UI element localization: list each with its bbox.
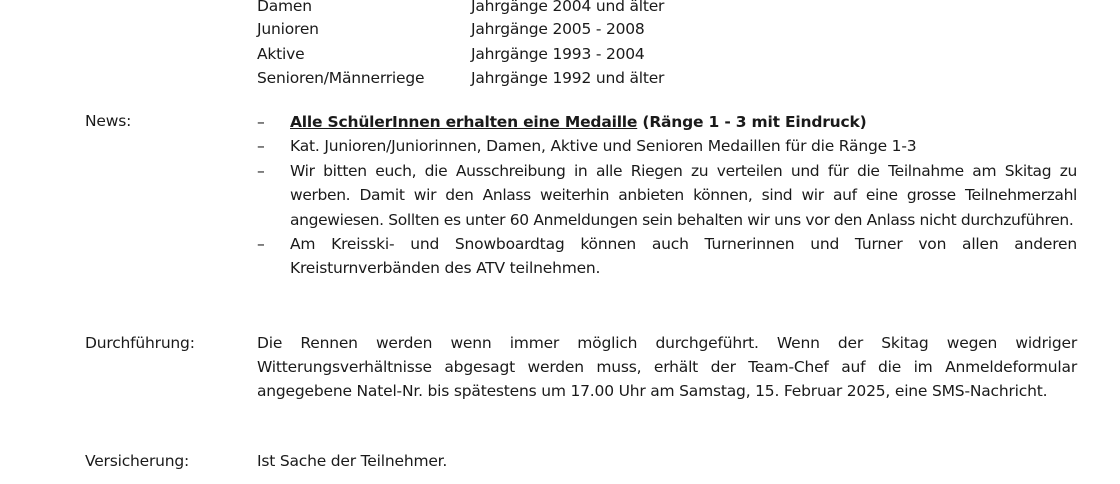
durchfuehrung-label: Durchführung: (85, 334, 195, 352)
category-years: Jahrgänge 1992 und älter (471, 69, 665, 87)
category-name: Damen (257, 0, 312, 15)
versicherung-text: Ist Sache der Teilnehmer. (257, 452, 448, 470)
dash-bullet: – (257, 235, 265, 254)
category-years: Jahrgänge 2004 und älter (471, 0, 665, 15)
category-name: Aktive (257, 45, 305, 63)
category-name: Senioren/Männerriege (257, 69, 425, 87)
medal-headline-detail: (Ränge 1 - 3 mit Eindruck) (637, 113, 867, 131)
medal-headline: Alle SchülerInnen erhalten eine Medaille (290, 113, 638, 131)
dash-bullet: – (257, 137, 265, 156)
category-years: Jahrgänge 2005 - 2008 (471, 20, 645, 38)
category-name: Junioren (257, 20, 319, 38)
news-item-text: Am Kreisski- und Snowboardtag können auch Turnerinnen und Turner von allen anderen Kreisturnverbänden des ATV teilnehmen. (290, 235, 1077, 278)
dash-bullet: – (257, 161, 265, 180)
category-years: Jahrgänge 1993 - 2004 (471, 45, 645, 63)
dash-bullet: – (257, 113, 265, 131)
news-item-text: Wir bitten euch, die Ausschreibung in alle Riegen zu verteilen und für die Teilnahme am Skitag zu werben. Damit wir den Anlass weiterhin anbieten können, sind wir auf eine grosse Teilnehmerzahl angewiesen. Sollten es unter 60 Anmeldungen sein behalten wir uns vor den Anlass nicht durchzuführen. (290, 161, 1077, 229)
news-label: News: (85, 112, 132, 130)
news-item (257, 134, 1077, 158)
news-list (257, 110, 1077, 281)
news-item-text: Kat. Junioren/Juniorinnen, Damen, Aktive und Senioren Medaillen für die Ränge 1-3 (290, 137, 917, 156)
durchfuehrung-text: Die Rennen werden wenn immer möglich durchgeführt. Wenn der Skitag wegen widriger Witterungsverhältnisse abgesagt werden muss, erhält der Team-Chef auf die im Anmeldeformular angegebene Natel-Nr. bis spätestens um 17.00 Uhr am Samstag, 15. Februar 2025, eine SMS-Nachricht. (257, 334, 1077, 401)
news-item (257, 159, 1077, 232)
versicherung-label: Versicherung: (85, 452, 190, 470)
news-item (257, 110, 1077, 134)
news-item (257, 232, 1077, 281)
